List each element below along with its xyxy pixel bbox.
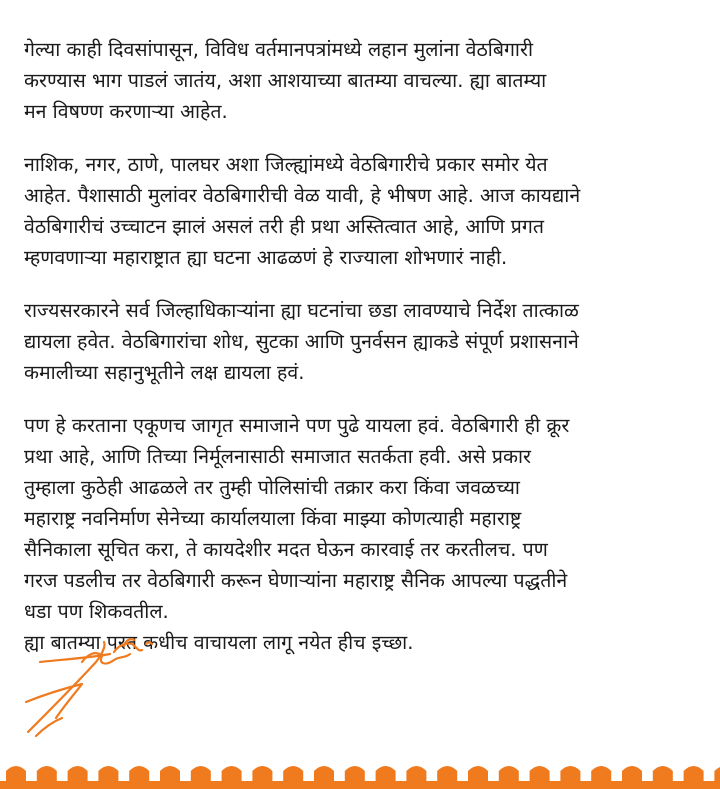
text-line: आहेत. पैशासाठी मुलांवर वेठबिगारीची वेळ यावी, हे भीषण आहे. आज कायद्याने (24, 184, 581, 207)
border-merlon (376, 766, 396, 783)
border-merlon (37, 766, 57, 783)
text-line: पण हे करताना एकूणच जागृत समाजाने पण पुढे यायला हवं. वेठबिगारी ही क्रूर (24, 414, 570, 437)
paragraph-3 (24, 295, 700, 388)
text-line: नाशिक, नगर, ठाणे, पालघर अशा जिल्ह्यांमध्ये वेठबिगारीचे प्रकार समोर येत (24, 153, 548, 176)
text-line: सैनिकाला सूचित करा, ते कायदेशीर मदत घेऊन कारवाई तर करतीलच. पण (24, 538, 548, 561)
border-merlon (499, 766, 519, 783)
border-merlon (622, 766, 642, 783)
text-line: द्यायला हवेत. वेठबिगारांचा शोध, सुटका आणि पुनर्वसन ह्याकडे संपूर्ण प्रशासनाने (24, 330, 579, 353)
border-merlon (714, 766, 720, 783)
border-merlon (314, 766, 334, 783)
border-merlon (684, 766, 704, 783)
border-merlon (160, 766, 180, 783)
border-merlon (653, 766, 673, 783)
letter-body (24, 34, 700, 658)
border-merlon (345, 766, 365, 783)
text-line: करण्यास भाग पाडलं जातंय, अशा आशयाच्या बातम्या वाचल्या. ह्या बातम्या (24, 69, 547, 92)
paragraph-1 (24, 34, 700, 127)
text-line: म्हणवणाऱ्या महाराष्ट्रात ह्या घटना आढळणं हे राज्याला शोभणारं नाही. (24, 246, 508, 269)
border-merlon (437, 766, 457, 783)
border-merlon (468, 766, 488, 783)
text-line: कमालीच्या सहानुभूतीने लक्ष द्यायला हवं. (24, 361, 305, 384)
decorative-border (0, 753, 720, 789)
border-merlon (6, 766, 26, 783)
border-merlon (530, 766, 550, 783)
paragraph-2 (24, 149, 700, 273)
text-line: राज्यसरकारने सर्व जिल्हाधिकाऱ्यांना ह्या घटनांचा छडा लावण्याचे निर्देश तात्काळ (24, 299, 579, 322)
text-line: धडा पण शिकवतील. (24, 600, 169, 623)
text-line: ह्या बातम्या परत कधीच वाचायला लागू नयेत हीच इच्छा. (24, 631, 414, 654)
border-merlon (591, 766, 611, 783)
text-line: गेल्या काही दिवसांपासून, विविध वर्तमानपत्रांमध्ये लहान मुलांना वेठबिगारी (24, 38, 534, 61)
text-line: वेठबिगारीचं उच्चाटन झालं असलं तरी ही प्रथा अस्तित्वात आहे, आणि प्रगत (24, 215, 544, 238)
text-line: प्रथा आहे, आणि तिच्या निर्मूलनासाठी समाजात सतर्कता हवी. असे प्रकार (24, 445, 532, 468)
text-line: महाराष्ट्र नवनिर्माण सेनेच्या कार्यालयाला किंवा माझ्या कोणत्याही महाराष्ट्र (24, 507, 522, 530)
text-line: तुम्हाला कुठेही आढळले तर तुम्ही पोलिसांची तक्रार करा किंवा जवळच्या (24, 476, 520, 499)
border-merlon (560, 766, 580, 783)
border-merlon (283, 766, 303, 783)
border-merlon (191, 766, 211, 783)
text-line: मन विषण्ण करणाऱ्या आहेत. (24, 100, 228, 123)
signature-image (18, 632, 168, 742)
border-merlon (406, 766, 426, 783)
border-merlon (129, 766, 149, 783)
text-line: गरज पडलीच तर वेठबिगारी करून घेणाऱ्यांना महाराष्ट्र सैनिक आपल्या पद्धतीने (24, 569, 568, 592)
border-merlon (222, 766, 242, 783)
border-merlon (252, 766, 272, 783)
border-merlon (98, 766, 118, 783)
paragraph-4 (24, 410, 700, 658)
border-merlon (68, 766, 88, 783)
